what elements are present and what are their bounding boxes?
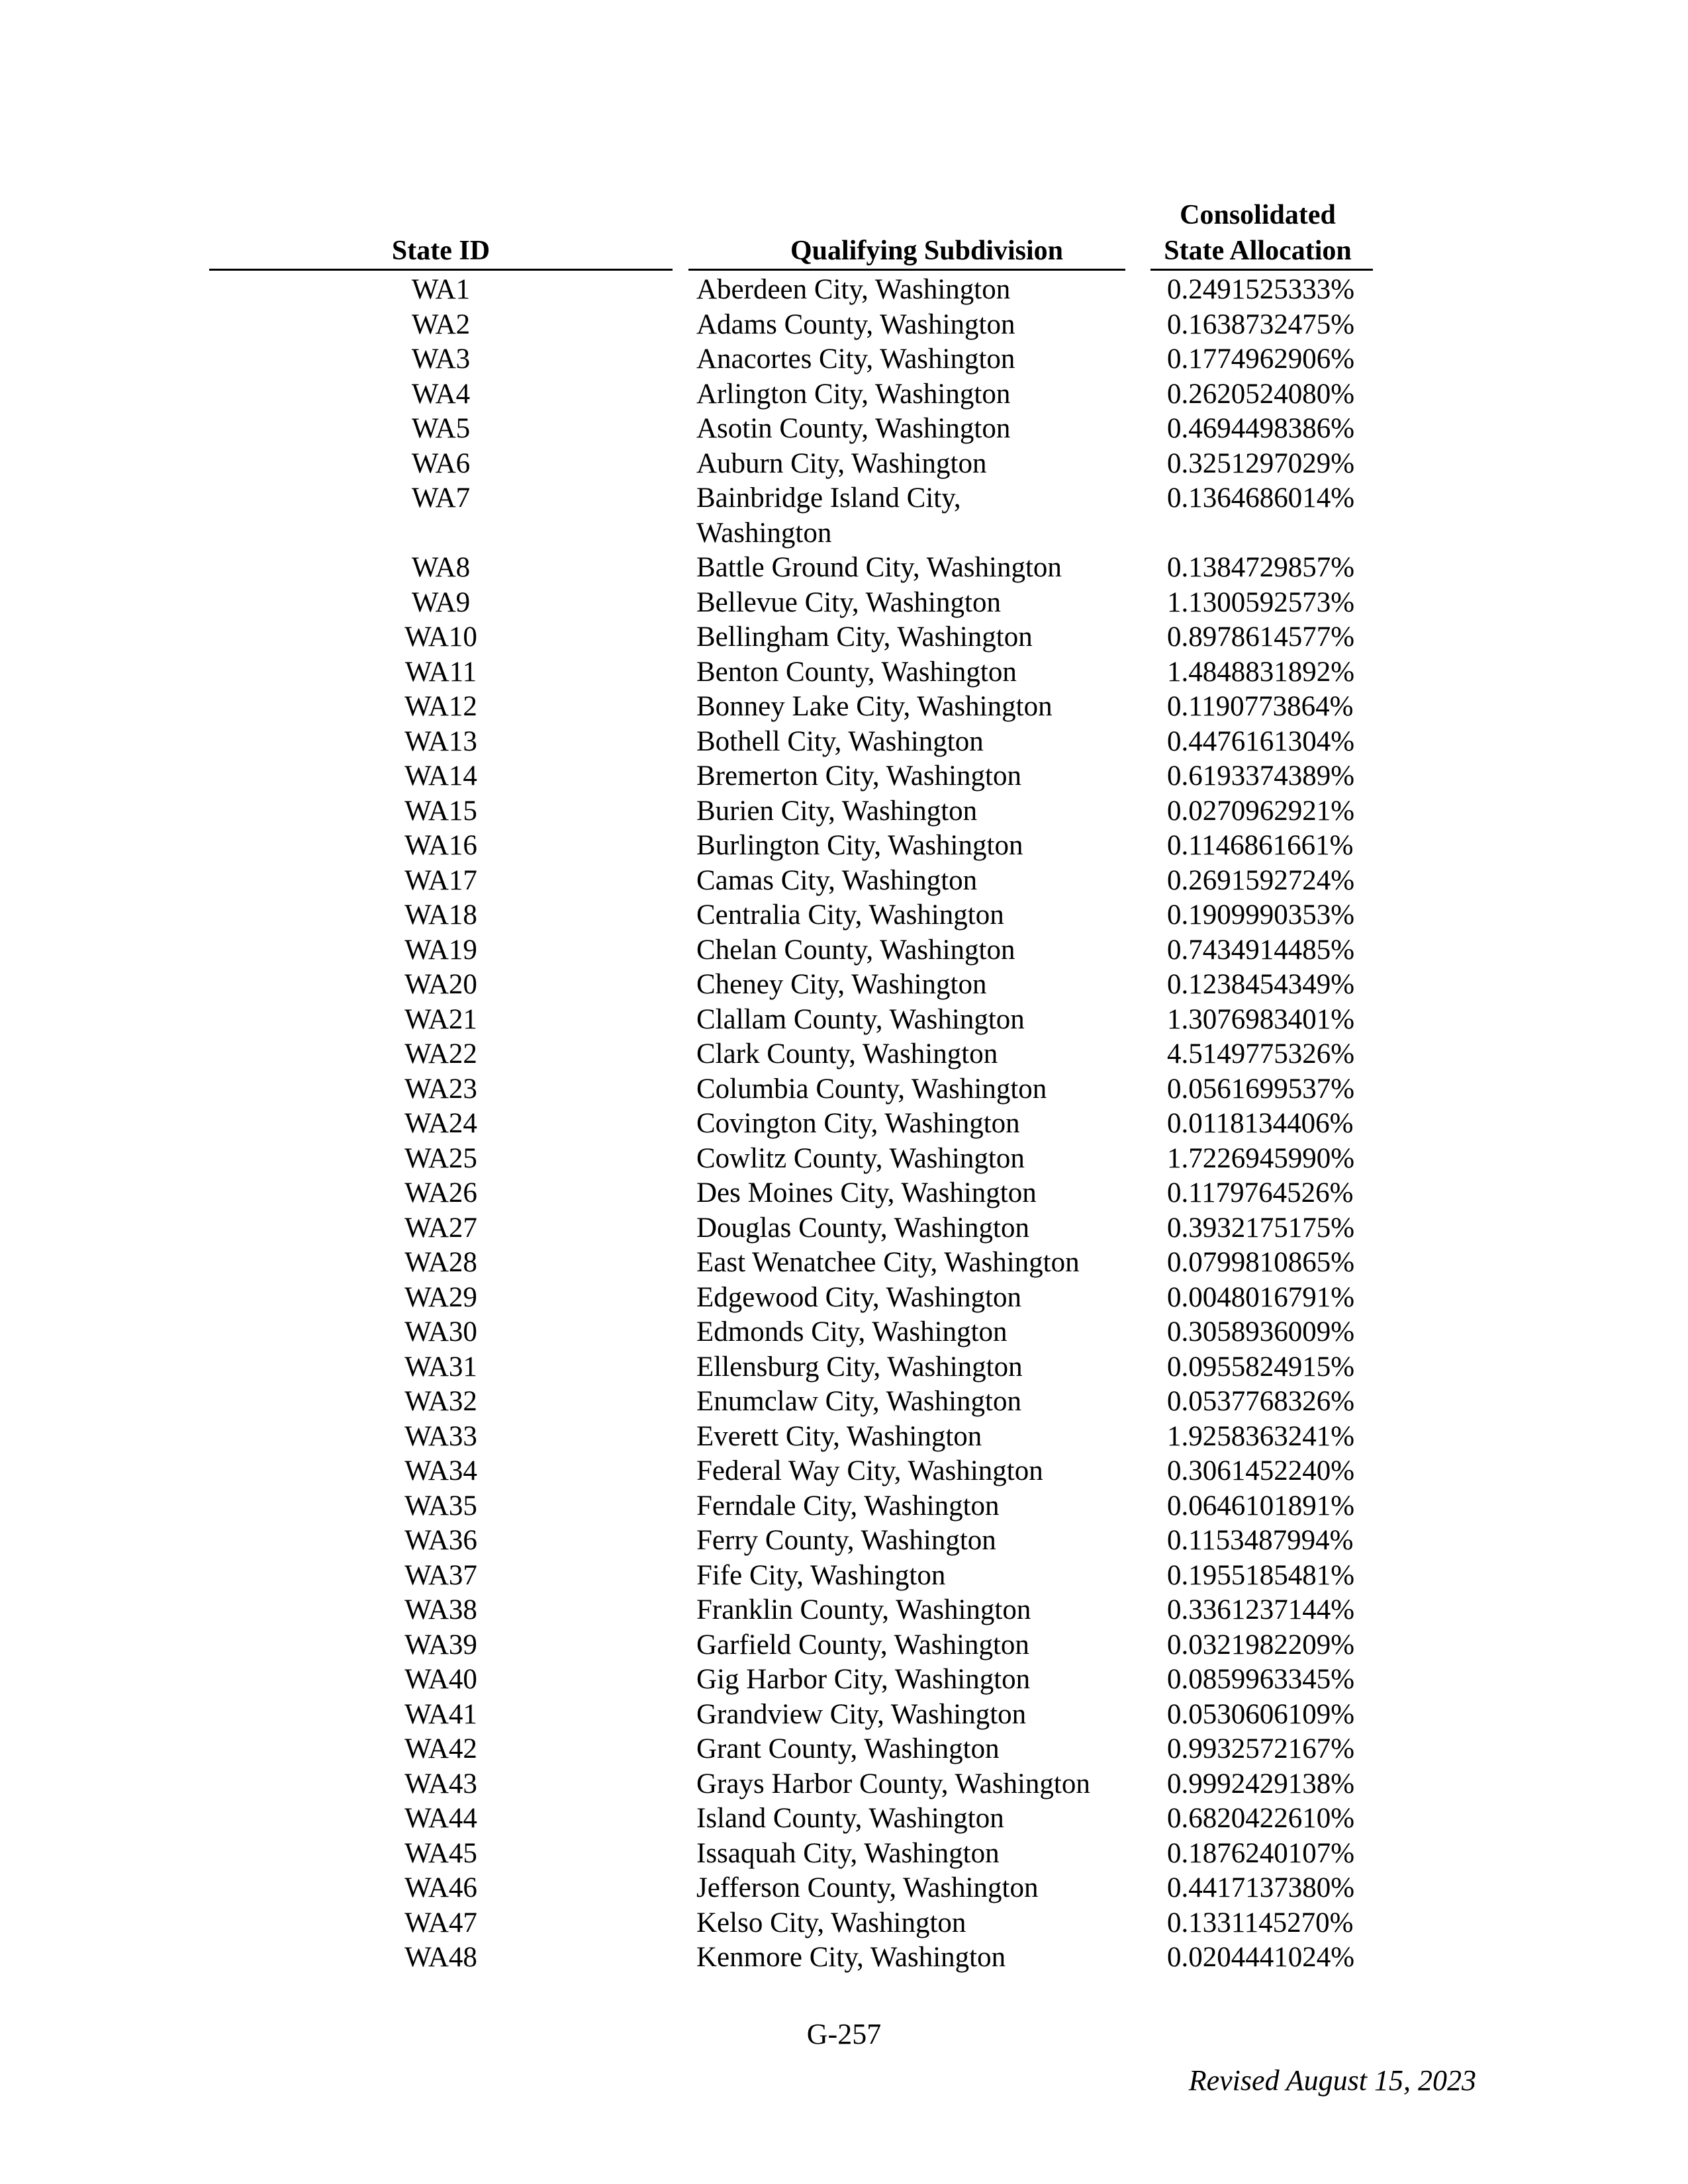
state-id-cell: WA42	[404, 1733, 477, 1764]
state-id-cell: WA7	[411, 482, 471, 514]
subdivision-cell: Burlington City, Washington	[696, 830, 1023, 861]
state-id-cell: WA15	[404, 795, 477, 827]
subdivision-cell: Issaquah City, Washington	[696, 1837, 1000, 1869]
table-row	[0, 1524, 1688, 1559]
header-rule-subdivision	[688, 269, 1125, 271]
subdivision-cell: Bellingham City, Washington	[696, 621, 1033, 653]
table-row	[0, 725, 1688, 760]
allocation-cell: 0.1384729857%	[1167, 552, 1355, 583]
state-id-cell: WA26	[404, 1177, 477, 1208]
table-row	[0, 1801, 1688, 1837]
table-row	[0, 1628, 1688, 1663]
subdivision-cell: Adams County, Washington	[696, 308, 1015, 340]
state-id-cell: WA14	[404, 760, 477, 792]
subdivision-cell: Enumclaw City, Washington	[696, 1386, 1021, 1417]
table-row	[0, 1767, 1688, 1802]
subdivision-cell: East Wenatchee City, Washington	[696, 1247, 1080, 1278]
state-id-cell: WA23	[404, 1073, 477, 1105]
allocation-cell: 1.9258363241%	[1167, 1420, 1355, 1452]
state-id-cell: WA3	[411, 343, 471, 375]
allocation-cell: 0.1238454349%	[1167, 969, 1355, 1000]
allocation-cell: 0.2691592724%	[1167, 864, 1355, 896]
header-qualifying-subdivision: Qualifying Subdivision	[790, 236, 1064, 266]
allocation-cell: 0.1331145270%	[1167, 1907, 1354, 1938]
subdivision-cell: Grays Harbor County, Washington	[696, 1768, 1090, 1799]
allocation-cell: 0.0204441024%	[1167, 1942, 1355, 1973]
state-id-cell: WA30	[404, 1316, 477, 1347]
subdivision-line: Washington	[696, 517, 832, 549]
table-row	[0, 1906, 1688, 1941]
subdivision-cell: Jefferson County, Washington	[696, 1872, 1039, 1903]
table-row	[0, 586, 1688, 621]
subdivision-cell: Auburn City, Washington	[696, 447, 987, 479]
subdivision-cell: Battle Ground City, Washington	[696, 552, 1062, 583]
table-row	[0, 273, 1688, 308]
subdivision-cell: Fife City, Washington	[696, 1559, 946, 1591]
allocation-cell: 0.3932175175%	[1167, 1212, 1355, 1244]
allocation-cell: 0.3361237144%	[1167, 1594, 1355, 1625]
subdivision-cell: Ellensburg City, Washington	[696, 1351, 1023, 1383]
table-row	[0, 1489, 1688, 1524]
subdivision-cell: Cheney City, Washington	[696, 969, 987, 1000]
table-row	[0, 1837, 1688, 1872]
subdivision-line: Bainbridge Island City,	[696, 482, 961, 514]
subdivision-cell: Arlington City, Washington	[696, 378, 1011, 410]
table-row	[0, 1211, 1688, 1246]
state-id-cell: WA8	[411, 552, 471, 583]
allocation-cell: 0.9992429138%	[1167, 1768, 1355, 1799]
allocation-cell: 0.1179764526%	[1167, 1177, 1354, 1208]
subdivision-cell: Cowlitz County, Washington	[696, 1142, 1025, 1174]
subdivision-cell: Island County, Washington	[696, 1803, 1004, 1834]
allocation-cell: 0.0118134406%	[1167, 1108, 1354, 1139]
table-row	[0, 1559, 1688, 1594]
allocation-table	[0, 273, 1688, 1976]
table-row	[0, 377, 1688, 412]
state-id-cell: WA9	[411, 586, 471, 618]
table-row	[0, 342, 1688, 377]
allocation-cell: 1.7226945990%	[1167, 1142, 1355, 1174]
allocation-cell: 0.1364686014%	[1167, 482, 1355, 514]
table-row	[0, 481, 1688, 551]
subdivision-cell: Aberdeen City, Washington	[696, 274, 1011, 305]
state-id-cell: WA47	[404, 1907, 477, 1938]
allocation-cell: 0.1876240107%	[1167, 1837, 1355, 1869]
table-row	[0, 655, 1688, 690]
table-row	[0, 933, 1688, 968]
state-id-cell: WA28	[404, 1247, 477, 1278]
state-id-cell: WA6	[411, 447, 471, 479]
allocation-cell: 0.8978614577%	[1167, 621, 1355, 653]
state-id-cell: WA5	[411, 413, 471, 444]
state-id-cell: WA1	[411, 274, 471, 305]
table-row	[0, 308, 1688, 343]
state-id-cell: WA12	[404, 691, 477, 722]
subdivision-cell: Asotin County, Washington	[696, 413, 1011, 444]
state-id-cell: WA36	[404, 1525, 477, 1556]
allocation-cell: 0.7434914485%	[1167, 934, 1355, 966]
allocation-cell: 0.1153487994%	[1167, 1525, 1354, 1556]
state-id-cell: WA20	[404, 969, 477, 1000]
table-row	[0, 794, 1688, 829]
header-rule-allocation	[1150, 269, 1373, 271]
state-id-cell: WA48	[404, 1942, 477, 1973]
allocation-cell: 0.1638732475%	[1167, 308, 1355, 340]
allocation-cell: 0.1190773864%	[1167, 691, 1354, 722]
table-row	[0, 829, 1688, 864]
table-row	[0, 1871, 1688, 1906]
table-row	[0, 968, 1688, 1003]
subdivision-cell: Gig Harbor City, Washington	[696, 1664, 1031, 1695]
subdivision-cell: Anacortes City, Washington	[696, 343, 1015, 375]
table-row	[0, 1315, 1688, 1350]
allocation-cell: 0.0537768326%	[1167, 1386, 1355, 1417]
state-id-cell: WA16	[404, 830, 477, 861]
state-id-cell: WA27	[404, 1212, 477, 1244]
subdivision-cell: Federal Way City, Washington	[696, 1455, 1043, 1486]
subdivision-cell: Covington City, Washington	[696, 1108, 1020, 1139]
state-id-cell: WA11	[404, 656, 477, 688]
allocation-cell: 0.9932572167%	[1167, 1733, 1355, 1764]
state-id-cell: WA10	[404, 621, 477, 653]
table-row	[0, 1107, 1688, 1142]
subdivision-cell: Kenmore City, Washington	[696, 1942, 1006, 1973]
subdivision-cell: Bellevue City, Washington	[696, 586, 1001, 618]
subdivision-cell: Edgewood City, Washington	[696, 1281, 1022, 1313]
header-consolidated-state-allocation	[1139, 197, 1377, 269]
subdivision-cell: Clallam County, Washington	[696, 1003, 1025, 1035]
allocation-cell: 0.0955824915%	[1167, 1351, 1355, 1383]
state-id-cell: WA43	[404, 1768, 477, 1799]
table-row	[0, 1698, 1688, 1733]
table-row	[0, 1246, 1688, 1281]
state-id-cell: WA4	[411, 378, 471, 410]
state-id-cell: WA29	[404, 1281, 477, 1313]
revision-date: Revised August 15, 2023	[1188, 2064, 1476, 2097]
allocation-cell: 0.2620524080%	[1167, 378, 1355, 410]
table-row	[0, 1142, 1688, 1177]
table-row	[0, 759, 1688, 794]
header-allocation-line-1: Consolidated	[1180, 200, 1336, 230]
allocation-cell: 0.0646101891%	[1167, 1490, 1355, 1522]
subdivision-cell: Benton County, Washington	[696, 656, 1017, 688]
state-id-cell: WA31	[404, 1351, 477, 1383]
state-id-cell: WA45	[404, 1837, 477, 1869]
subdivision-cell: Chelan County, Washington	[696, 934, 1015, 966]
allocation-cell: 1.1300592573%	[1167, 586, 1355, 618]
allocation-cell: 0.6193374389%	[1167, 760, 1355, 792]
subdivision-cell: Burien City, Washington	[696, 795, 978, 827]
state-id-cell: WA17	[404, 864, 477, 896]
subdivision-cell: Grant County, Washington	[696, 1733, 1000, 1764]
subdivision-cell: Clark County, Washington	[696, 1038, 998, 1069]
subdivision-cell: Kelso City, Washington	[696, 1907, 966, 1938]
allocation-cell: 0.0048016791%	[1167, 1281, 1355, 1313]
table-row	[0, 1385, 1688, 1420]
allocation-cell: 0.2491525333%	[1167, 274, 1355, 305]
table-row	[0, 447, 1688, 482]
state-id-cell: WA46	[404, 1872, 477, 1903]
table-row	[0, 1037, 1688, 1072]
subdivision-cell	[696, 481, 1133, 551]
page-number: G-257	[806, 2018, 882, 2050]
state-id-cell: WA18	[404, 899, 477, 931]
table-row	[0, 1281, 1688, 1316]
table-row	[0, 1593, 1688, 1628]
state-id-cell: WA24	[404, 1108, 477, 1139]
allocation-cell: 0.0270962921%	[1167, 795, 1355, 827]
subdivision-cell: Des Moines City, Washington	[696, 1177, 1037, 1208]
table-row	[0, 412, 1688, 447]
subdivision-cell: Edmonds City, Washington	[696, 1316, 1008, 1347]
allocation-cell: 0.0321982209%	[1167, 1629, 1355, 1661]
table-row	[0, 551, 1688, 586]
allocation-cell: 0.0859963345%	[1167, 1664, 1355, 1695]
subdivision-cell: Columbia County, Washington	[696, 1073, 1047, 1105]
state-id-cell: WA19	[404, 934, 477, 966]
table-row	[0, 898, 1688, 933]
table-row	[0, 1350, 1688, 1385]
state-id-cell: WA33	[404, 1420, 477, 1452]
allocation-cell: 0.4694498386%	[1167, 413, 1355, 444]
allocation-cell: 0.3061452240%	[1167, 1455, 1355, 1486]
state-id-cell: WA39	[404, 1629, 477, 1661]
allocation-cell: 0.1909990353%	[1167, 899, 1355, 931]
subdivision-cell: Bothell City, Washington	[696, 725, 984, 757]
table-row	[0, 1940, 1688, 1976]
allocation-cell: 4.5149775326%	[1167, 1038, 1355, 1069]
allocation-cell: 1.3076983401%	[1167, 1003, 1355, 1035]
allocation-cell: 0.1955185481%	[1167, 1559, 1355, 1591]
state-id-cell: WA35	[404, 1490, 477, 1522]
state-id-cell: WA2	[411, 308, 471, 340]
subdivision-cell: Grandview City, Washington	[696, 1698, 1027, 1730]
table-row	[0, 1003, 1688, 1038]
subdivision-cell: Bremerton City, Washington	[696, 760, 1021, 792]
table-row	[0, 1176, 1688, 1211]
allocation-cell: 0.0561699537%	[1167, 1073, 1355, 1105]
allocation-cell: 0.6820422610%	[1167, 1803, 1355, 1834]
subdivision-cell: Everett City, Washington	[696, 1420, 982, 1452]
state-id-cell: WA41	[404, 1698, 477, 1730]
subdivision-cell: Centralia City, Washington	[696, 899, 1004, 931]
allocation-cell: 0.4417137380%	[1167, 1872, 1355, 1903]
header-rule-state-id	[209, 269, 673, 271]
header-allocation-line-2: State Allocation	[1164, 236, 1352, 266]
table-row	[0, 620, 1688, 655]
subdivision-cell: Franklin County, Washington	[696, 1594, 1031, 1625]
state-id-cell: WA38	[404, 1594, 477, 1625]
table-row	[0, 1072, 1688, 1107]
state-id-cell: WA34	[404, 1455, 477, 1486]
allocation-cell: 0.3251297029%	[1167, 447, 1355, 479]
subdivision-cell: Ferry County, Washington	[696, 1525, 996, 1556]
table-row	[0, 864, 1688, 899]
table-row	[0, 1732, 1688, 1767]
state-id-cell: WA25	[404, 1142, 477, 1174]
allocation-cell: 0.3058936009%	[1167, 1316, 1355, 1347]
allocation-cell: 0.1774962906%	[1167, 343, 1355, 375]
subdivision-cell: Douglas County, Washington	[696, 1212, 1029, 1244]
allocation-cell: 0.4476161304%	[1167, 725, 1355, 757]
state-id-cell: WA22	[404, 1038, 477, 1069]
subdivision-cell: Camas City, Washington	[696, 864, 978, 896]
state-id-cell: WA32	[404, 1386, 477, 1417]
subdivision-cell: Garfield County, Washington	[696, 1629, 1029, 1661]
state-id-cell: WA37	[404, 1559, 477, 1591]
table-row	[0, 690, 1688, 725]
allocation-cell: 1.4848831892%	[1167, 656, 1355, 688]
state-id-cell: WA40	[404, 1664, 477, 1695]
state-id-cell: WA13	[404, 725, 477, 757]
header-state-id: State ID	[391, 236, 491, 266]
table-row	[0, 1662, 1688, 1698]
allocation-cell: 0.1146861661%	[1167, 830, 1354, 861]
allocation-cell: 0.0799810865%	[1167, 1247, 1355, 1278]
state-id-cell: WA44	[404, 1803, 477, 1834]
subdivision-cell: Ferndale City, Washington	[696, 1490, 1000, 1522]
table-row	[0, 1454, 1688, 1489]
subdivision-cell: Bonney Lake City, Washington	[696, 691, 1053, 722]
allocation-cell: 0.0530606109%	[1167, 1698, 1355, 1730]
state-id-cell: WA21	[404, 1003, 477, 1035]
table-row	[0, 1420, 1688, 1455]
